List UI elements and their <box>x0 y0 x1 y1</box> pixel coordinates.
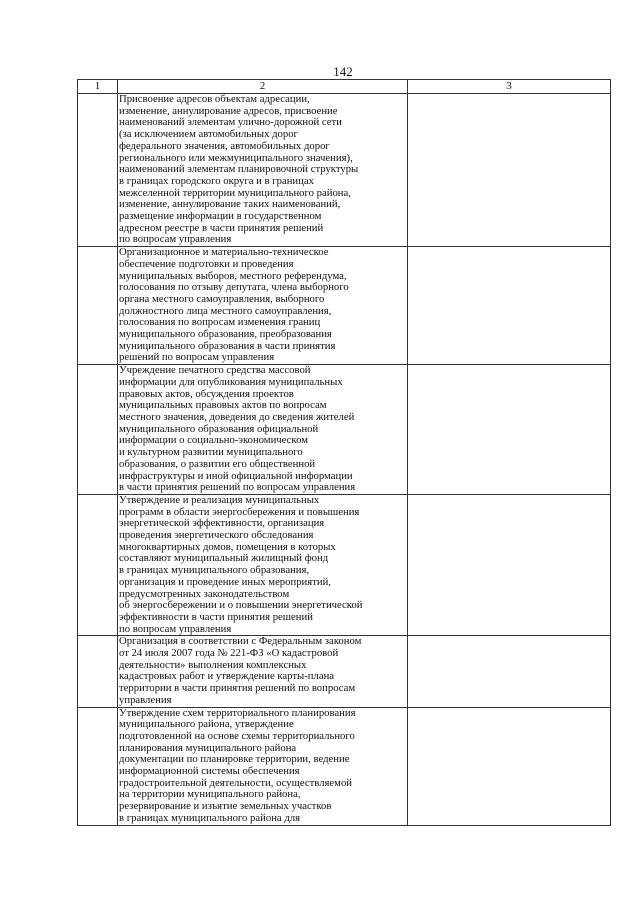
row-text: Присвоение адресов объектам адресации, изменение, аннулирование адресов, присвоение наименований элементам улично-дорожной сети (за исключением автомобильных дорог федерального значения, автомобильных дорог регионального или межмуниципального значения), наименований элементам планировочной структуры в границах городского округа и в границах межселенной территории муниципального района, изменение, аннулирование таких наименований, размещение информации в государственном адресном реестре в части принятия решений по вопросам управления <box>119 93 359 246</box>
table-row <box>78 365 611 495</box>
row-text: Организационное и материально-техническое обеспечение подготовки и проведения муниципальных выборов, местного референдума, голосования по отзыву депутата, члена выборного органа местного самоуправления, выборного должностного лица местного самоуправления, голосования по вопросам изменения границ муниципального образования, преобразования муниципального образования в части принятия решений по вопросам управления <box>119 246 349 364</box>
row-cell-col2 <box>118 247 408 365</box>
row-cell-col2 <box>118 94 408 247</box>
row-cell-col1 <box>78 707 118 825</box>
column-header-3: 3 <box>408 80 611 94</box>
table-row <box>78 494 611 635</box>
row-cell-col3 <box>408 636 611 707</box>
row-cell-col1 <box>78 636 118 707</box>
row-text: Организация в соответствии с Федеральным законом от 24 июля 2007 года № 221-ФЗ «О кадастровой деятельности» выполнения комплексных кадастровых работ и утверждение карты-плана территории в части принятия решений по вопросам управления <box>119 635 362 706</box>
row-cell-col2 <box>118 636 408 707</box>
row-text: Утверждение схем территориального планирования муниципального района, утверждение подготовленной на основе схемы территориального планирования муниципального района документации по планировке территории, ведение информационной системы обеспечения градостроительной деятельности, осуществляемой на территории муниципального района, резервирование и изъятие земельных участков в границах муниципального района для <box>119 706 356 824</box>
row-cell-col1 <box>78 94 118 247</box>
row-cell-col1 <box>78 365 118 495</box>
column-header-1: 1 <box>78 80 118 94</box>
row-cell-col2 <box>118 707 408 825</box>
table-header-row <box>78 80 611 94</box>
row-cell-col2 <box>118 494 408 635</box>
table-row <box>78 247 611 365</box>
row-cell-col3 <box>408 94 611 247</box>
row-cell-col1 <box>78 247 118 365</box>
table-row <box>78 94 611 247</box>
row-cell-col1 <box>78 494 118 635</box>
document-table <box>77 79 611 826</box>
column-header-2: 2 <box>118 80 408 94</box>
row-cell-col2 <box>118 365 408 495</box>
table-row <box>78 707 611 825</box>
row-text: Утверждение и реализация муниципальных программ в области энергосбережения и повышения энергетической эффективности, организация проведения энергетического обследования многоквартирных домов, помещения в которых составляют муниципальный жилищный фонд в границах муниципального образования, организация и проведение иных мероприятий, предусмотренных законодательством об энергосбережении и о повышении энергетической эффективности в части принятия решений по вопросам управления <box>119 493 363 635</box>
row-cell-col3 <box>408 707 611 825</box>
row-text: Учреждение печатного средства массовой информации для опубликования муниципальных правовых актов, обсуждения проектов муниципальных правовых актов по вопросам местного значения, доведения до сведения жителей муниципального образования официальной информации о социально-экономическом и культурном развитии муниципального образования, о развитии его общественной инфраструктуры и иной официальной информации в части принятия решений по вопросам управления <box>119 364 356 494</box>
table-row <box>78 636 611 707</box>
row-cell-col3 <box>408 365 611 495</box>
page-number: 142 <box>333 64 353 79</box>
row-cell-col3 <box>408 247 611 365</box>
row-cell-col3 <box>408 494 611 635</box>
